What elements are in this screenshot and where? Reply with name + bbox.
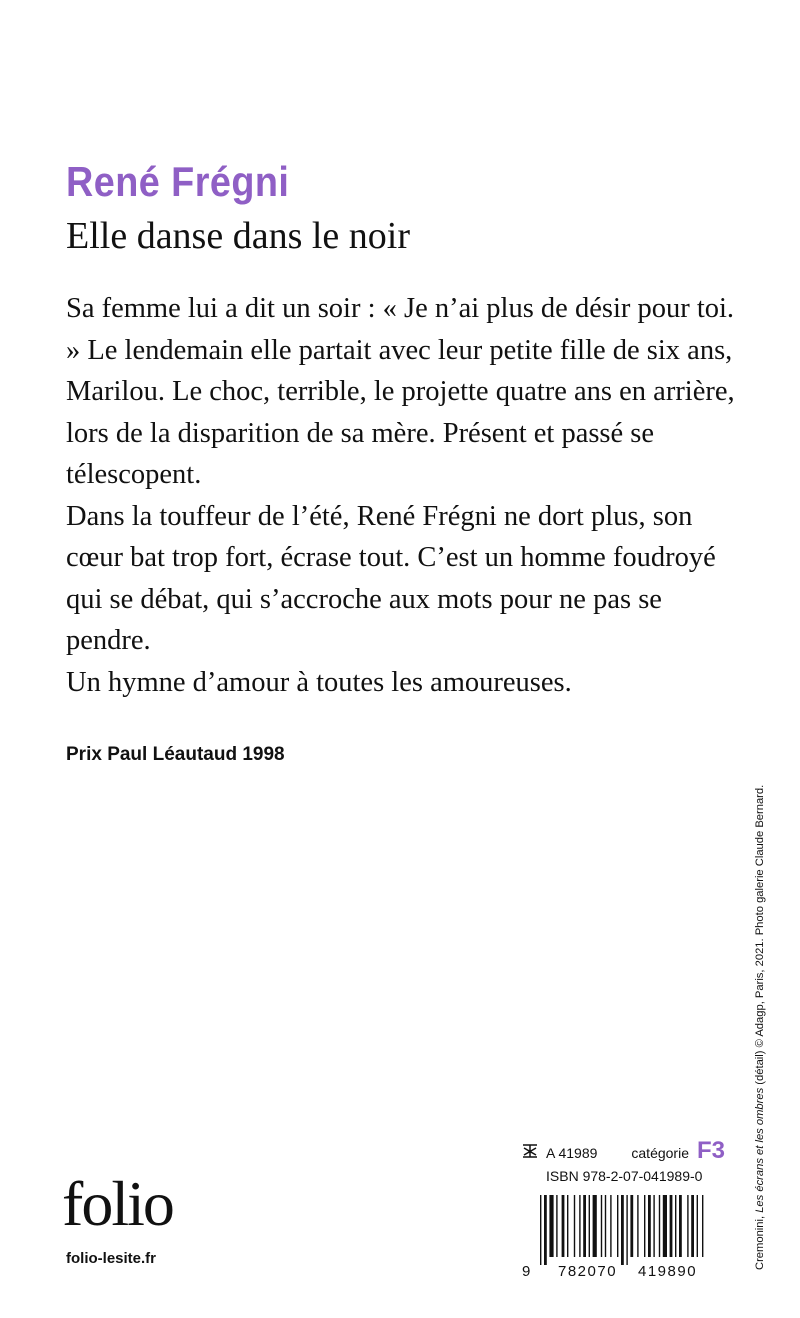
author-name: René Frégni (66, 158, 290, 205)
book-title: Elle danse dans le noir (66, 215, 411, 257)
blurb-paragraph-3: Un hymne d’amour à toutes les amoureuses. (66, 666, 572, 698)
barcode-bar (617, 1195, 618, 1257)
isbn-number: ISBN 978-2-07-041989-0 (546, 1168, 703, 1184)
barcode-bar (540, 1195, 541, 1265)
barcode-digits-left: 782070 (558, 1263, 618, 1278)
credit-artwork-title: Les écrans et les ombres (754, 1087, 766, 1213)
barcode-bar (691, 1195, 694, 1257)
barcode (518, 1193, 718, 1278)
barcode-bar (567, 1195, 568, 1257)
barcode-bar (562, 1195, 565, 1257)
barcode-digit-lead: 9 (522, 1263, 531, 1278)
barcode-bar (621, 1195, 624, 1265)
barcode-bar (605, 1195, 606, 1257)
cover-credit (749, 742, 773, 1270)
category-label: catégorie (631, 1145, 689, 1161)
publisher-website[interactable]: folio-lesite.fr (66, 1250, 157, 1267)
barcode-bar (679, 1195, 682, 1257)
catalog-code-row (520, 1137, 725, 1165)
barcode-digits-right: 419890 (638, 1263, 698, 1278)
barcode-bar (697, 1195, 698, 1257)
barcode-bar (637, 1195, 638, 1257)
credit-prefix: Cremonini, (754, 1212, 766, 1270)
barcode-bars (540, 1195, 703, 1265)
barcode-bar (687, 1195, 688, 1257)
blurb-paragraph-1: Sa femme lui a dit un soir : « Je n’ai plus de désir pour toi. » Le lendemain elle partait avec leur petite fille de six ans, Marilou. Le choc, terrible, le projette quatre ans en arrière, lors de la disparition de sa mère. Présent et passé se télescopent. (66, 293, 735, 490)
barcode-bar (610, 1195, 611, 1257)
award-line: Prix Paul Léautaud 1998 (66, 744, 285, 765)
barcode-bar (659, 1195, 660, 1257)
barcode-bar (549, 1195, 553, 1257)
barcode-bar (556, 1195, 557, 1257)
barcode-bar (589, 1195, 590, 1257)
barcode-bar (626, 1195, 627, 1265)
barcode-bar (648, 1195, 651, 1257)
barcode-bar (653, 1195, 654, 1257)
cover-credit-text (749, 742, 771, 1270)
barcode-bar (675, 1195, 676, 1257)
barcode-bar (601, 1195, 602, 1257)
barcode-bar (630, 1195, 633, 1257)
barcode-bar (663, 1195, 667, 1257)
blurb-paragraph-2: Dans la touffeur de l’été, René Frégni ne dort plus, son cœur bat trop fort, écrase tout. C’est un homme foudroyé qui se débat, qui s’accroche aux mots pour ne pas se pendre. (66, 500, 716, 656)
barcode-bar (579, 1195, 580, 1257)
folio-logo: folio (62, 1168, 173, 1239)
barcode-bar (644, 1195, 645, 1257)
barcode-bar (544, 1195, 547, 1265)
barcode-bar (702, 1195, 703, 1257)
back-cover-blurb (66, 288, 746, 703)
credit-suffix: (détail) © Adagp, Paris, 2021. Photo galerie Claude Bernard. (754, 784, 766, 1088)
catalog-reference: A 41989 (546, 1145, 598, 1161)
barcode-bar (574, 1195, 575, 1257)
barcode-bar (583, 1195, 586, 1257)
barcode-bar (593, 1195, 597, 1257)
category-code: F3 (696, 1137, 725, 1164)
gallimard-symbol-icon (520, 1143, 540, 1159)
barcode-bar (670, 1195, 673, 1257)
